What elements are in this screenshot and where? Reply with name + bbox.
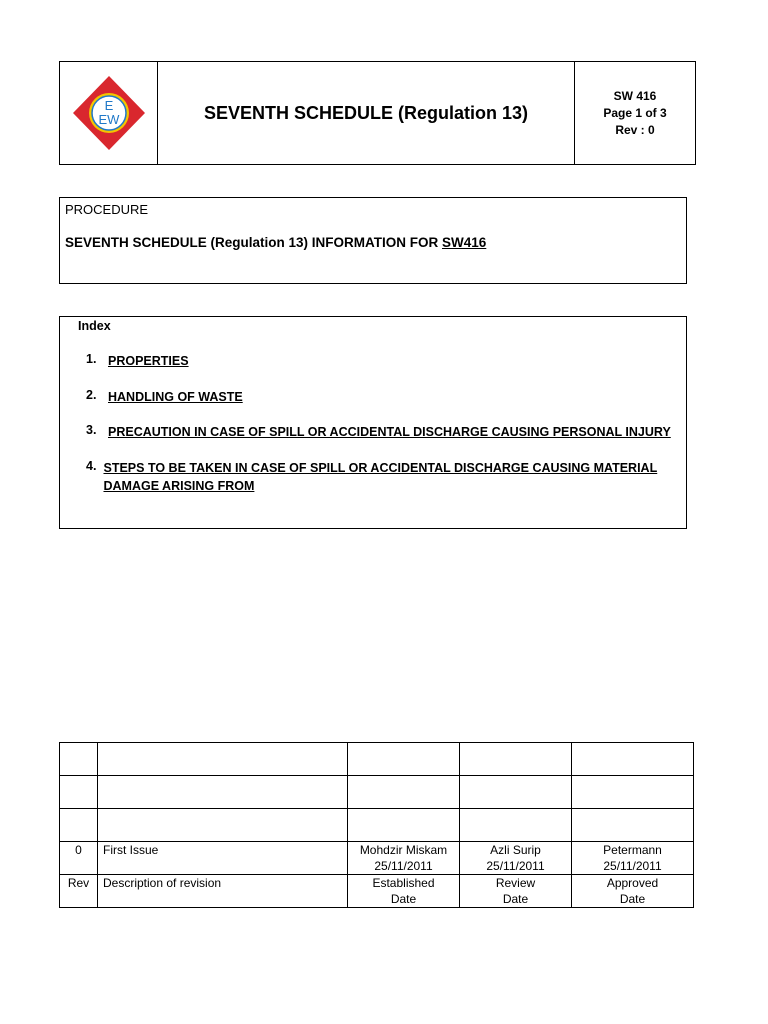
index-item-link[interactable]: HANDLING OF WASTE — [108, 390, 243, 404]
index-item-number: 4. — [86, 459, 97, 473]
logo-cell — [60, 62, 158, 164]
procedure-title-code: SW416 — [442, 235, 487, 250]
index-item-number: 3. — [86, 423, 97, 437]
procedure-label: PROCEDURE — [65, 202, 149, 217]
index-box — [59, 316, 687, 529]
review-cell: Azli Surip 25/11/2011 — [460, 842, 572, 875]
rev-header: Rev — [60, 875, 98, 908]
index-item[interactable] — [86, 423, 671, 441]
procedure-title-prefix: SEVENTH SCHEDULE (Regulation 13) INFORMATION FOR — [65, 235, 443, 250]
index-item-link[interactable]: PRECAUTION IN CASE OF SPILL OR ACCIDENTAL DISCHARGE CAUSING PERSONAL INJURY — [108, 425, 671, 439]
revision-table — [59, 742, 694, 908]
index-item[interactable] — [86, 388, 243, 406]
index-item-number: 2. — [86, 388, 97, 402]
index-heading: Index — [78, 319, 111, 333]
index-item[interactable] — [86, 459, 666, 495]
procedure-box — [59, 197, 687, 284]
approved-header: Approved Date — [572, 875, 694, 908]
page-info: Page 1 of 3 — [603, 105, 667, 120]
procedure-title — [65, 235, 486, 250]
table-header-row — [60, 875, 694, 908]
company-logo — [60, 62, 158, 164]
doc-code: SW 416 — [613, 88, 657, 103]
rev-number: 0 — [60, 842, 98, 875]
svg-text:E: E — [104, 98, 114, 113]
index-item-link[interactable]: STEPS TO BE TAKEN IN CASE OF SPILL OR ACCIDENTAL DISCHARGE CAUSING MATERIAL DAMAGE ARISING FROM — [103, 461, 658, 493]
description-header: Description of revision — [98, 875, 348, 908]
rev-description: First Issue — [98, 842, 348, 875]
revision-info: Rev : 0 — [615, 122, 655, 137]
table-row — [60, 809, 694, 842]
document-header — [59, 61, 696, 165]
index-item-number: 1. — [86, 352, 97, 366]
document-reference — [575, 62, 695, 164]
table-row — [60, 842, 694, 875]
review-header: Review Date — [460, 875, 572, 908]
index-item-link[interactable]: PROPERTIES — [108, 354, 189, 368]
table-row — [60, 776, 694, 809]
established-header: Established Date — [348, 875, 460, 908]
approved-cell: Petermann 25/11/2011 — [572, 842, 694, 875]
document-title: SEVENTH SCHEDULE (Regulation 13) — [158, 62, 575, 164]
table-row — [60, 743, 694, 776]
index-item[interactable] — [86, 352, 189, 370]
established-cell: Mohdzir Miskam 25/11/2011 — [348, 842, 460, 875]
svg-text:EW: EW — [98, 112, 120, 127]
